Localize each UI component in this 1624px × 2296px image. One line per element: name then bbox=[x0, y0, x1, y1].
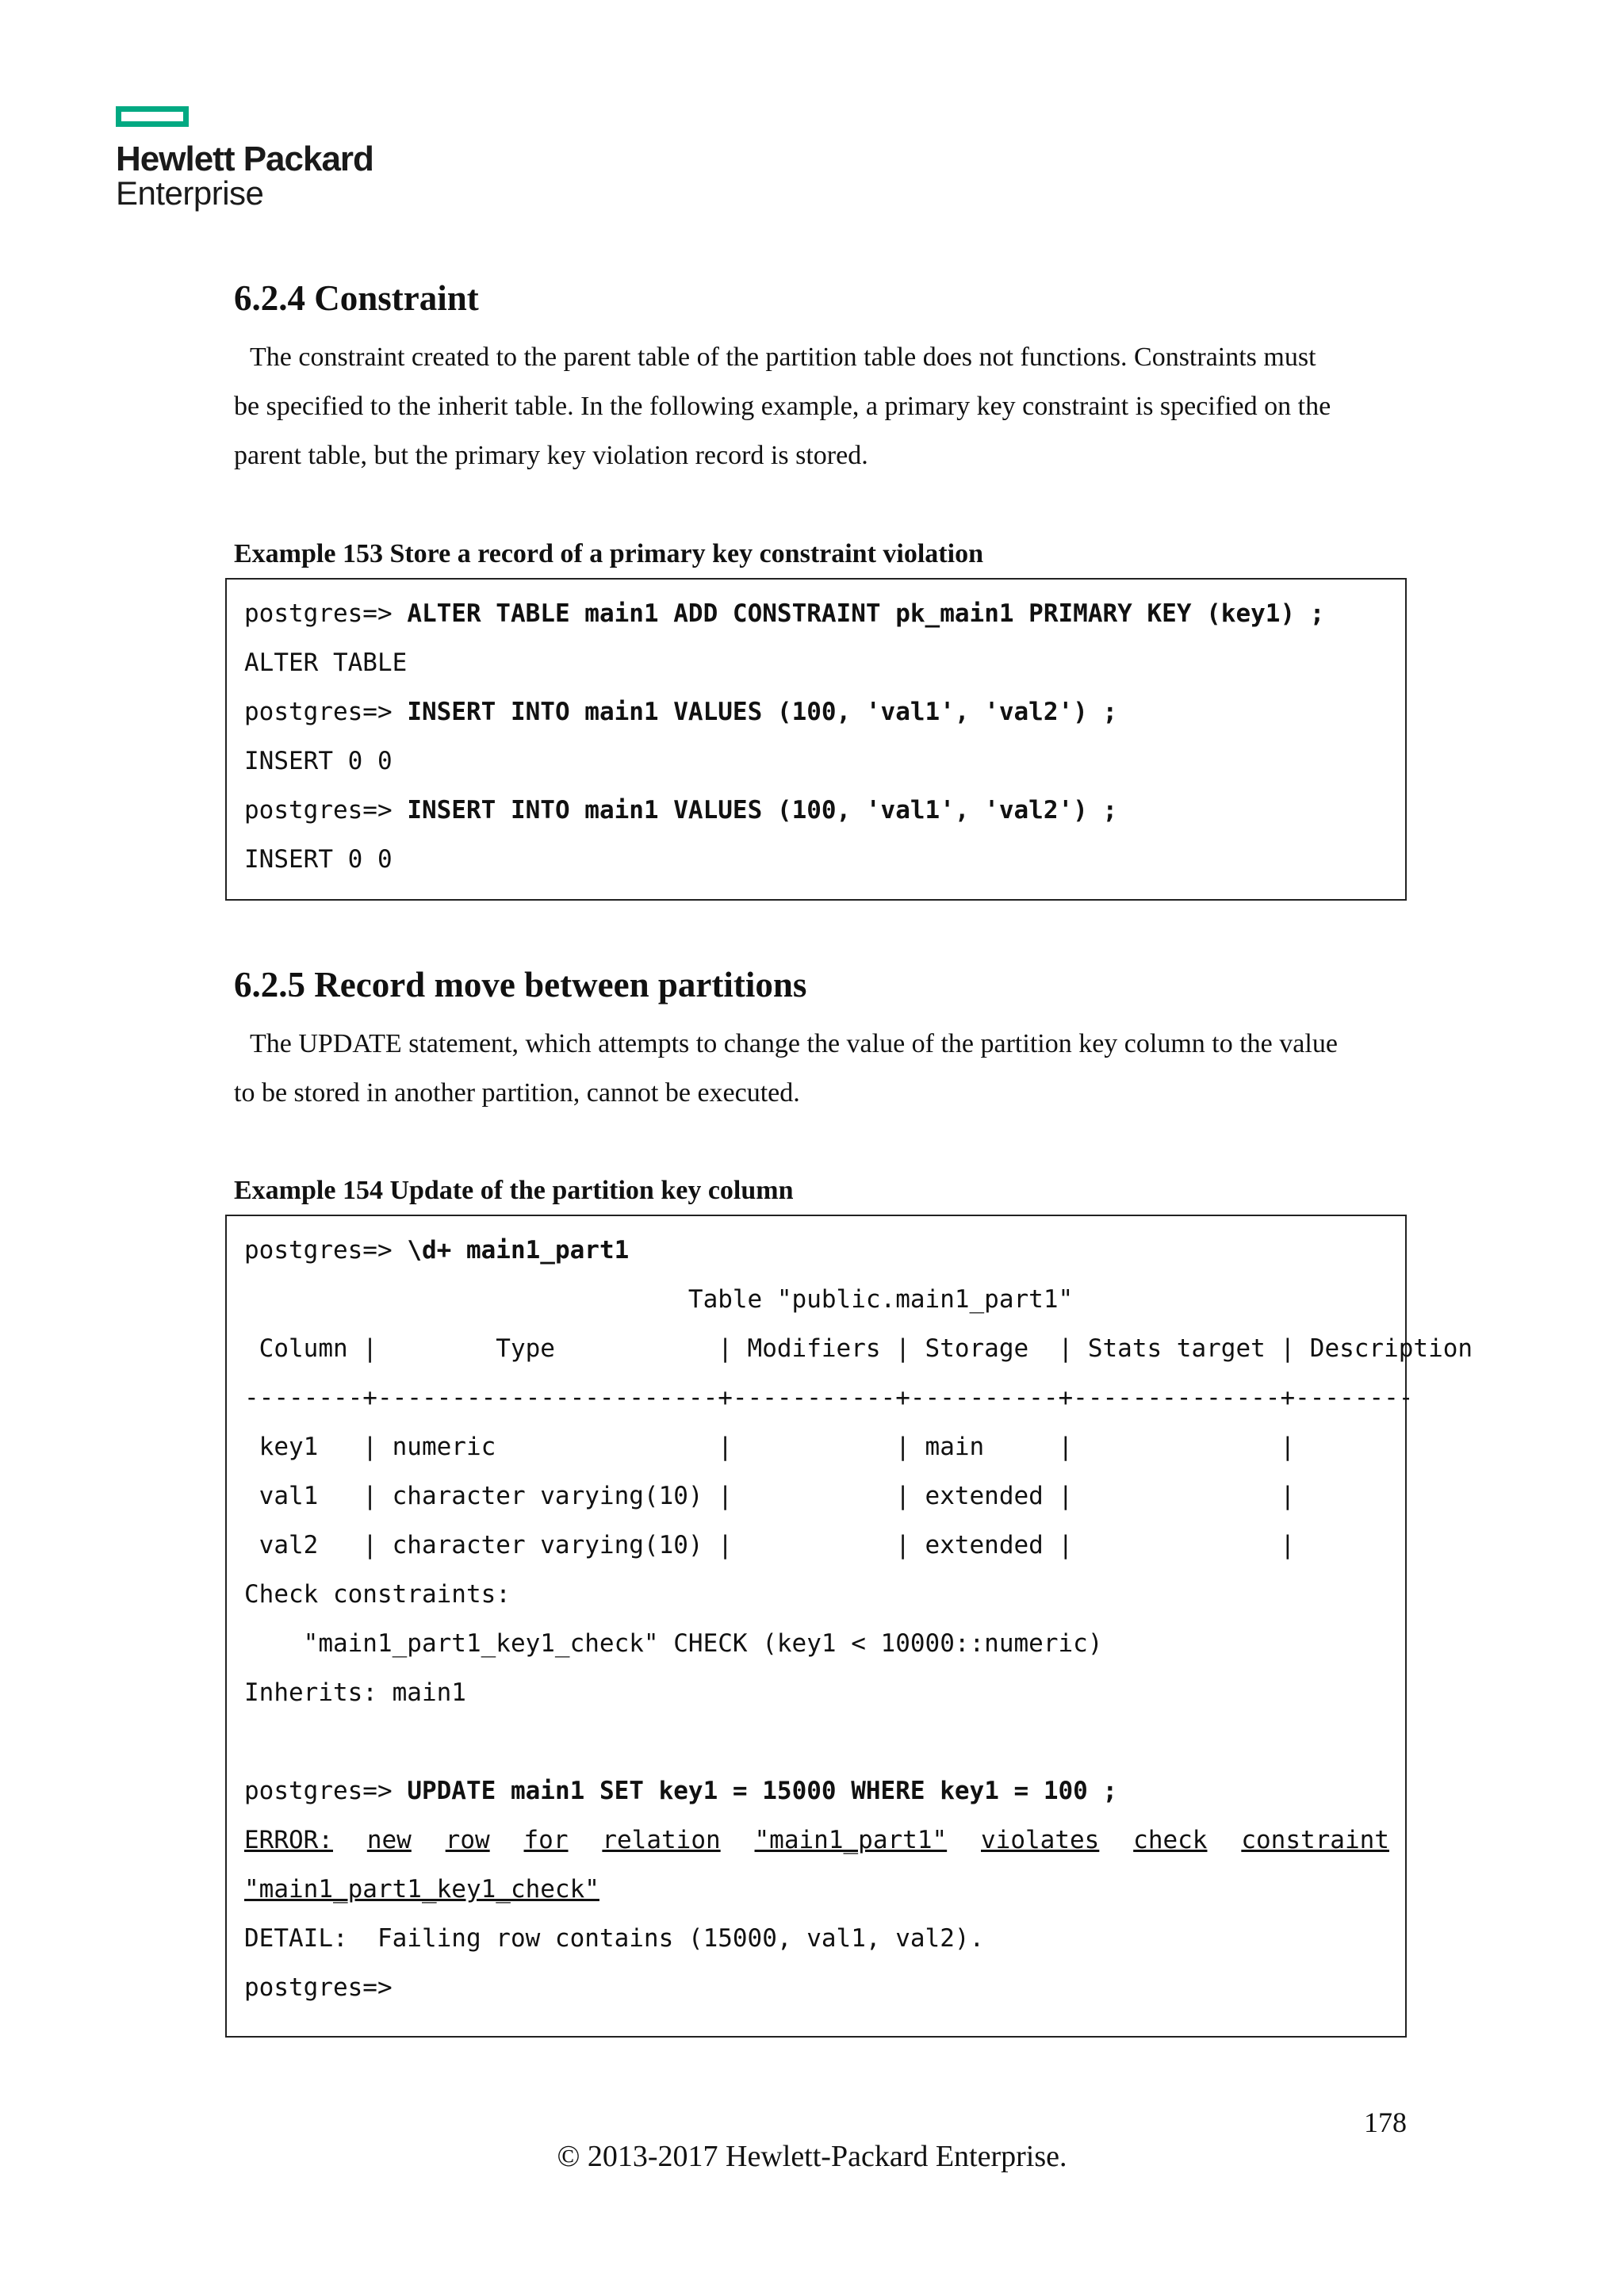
para-line: parent table, but the primary key violation record is stored. bbox=[234, 441, 868, 470]
para-line bbox=[234, 1020, 1408, 1069]
code-line bbox=[227, 687, 1405, 737]
logo-text-line2: Enterprise bbox=[116, 174, 264, 212]
prompt: postgres=> bbox=[244, 796, 408, 825]
code-line: ALTER TABLE bbox=[244, 649, 408, 677]
final-prompt: postgres=> bbox=[244, 1973, 393, 2002]
check-constraints-label: Check constraints: bbox=[244, 1580, 511, 1609]
code-line: INSERT 0 0 bbox=[244, 747, 393, 775]
code-block-example-153 bbox=[225, 578, 1407, 901]
command: UPDATE main1 SET key1 = 15000 WHERE key1 = 100 ; bbox=[407, 1777, 1118, 1805]
check-constraint-detail: "main1_part1_key1_check" CHECK (key1 < 10000::numeric) bbox=[244, 1629, 1103, 1658]
error-word: row bbox=[445, 1826, 490, 1854]
detail-line: DETAIL: Failing row contains (15000, val1, val2). bbox=[244, 1924, 985, 1953]
command: \d+ main1_part1 bbox=[407, 1236, 630, 1265]
command: INSERT INTO main1 VALUES (100, 'val1', 'val2') ; bbox=[407, 796, 1118, 825]
code-line: INSERT 0 0 bbox=[244, 845, 393, 874]
example-caption: Example 153 Store a record of a primary key constraint violation bbox=[234, 539, 983, 568]
error-continuation bbox=[227, 1865, 1405, 1914]
error-word: for bbox=[523, 1826, 569, 1854]
table-header: Column | Type | Modifiers | Storage | Stats target | Description bbox=[244, 1334, 1473, 1363]
example-caption: Example 154 Update of the partition key column bbox=[234, 1176, 794, 1205]
section-paragraph bbox=[234, 1020, 1408, 1118]
hpe-logo bbox=[116, 106, 373, 217]
command: ALTER TABLE main1 ADD CONSTRAINT pk_main1 PRIMARY KEY (key1) ; bbox=[407, 599, 1325, 628]
para-line: to be stored in another partition, cannot be executed. bbox=[234, 1078, 800, 1108]
section-constraint bbox=[234, 277, 1408, 319]
table-row: key1 | numeric | | main | | bbox=[244, 1433, 1296, 1461]
table-row: val1 | character varying(10) | | extended | | bbox=[244, 1482, 1296, 1510]
code-line bbox=[227, 1766, 1405, 1816]
prompt: postgres=> bbox=[244, 1236, 408, 1265]
error-word: new bbox=[366, 1826, 412, 1854]
table-title: Table "public.main1_part1" bbox=[244, 1285, 1074, 1314]
blank-line bbox=[227, 1717, 1405, 1766]
error-word: check bbox=[1133, 1826, 1208, 1854]
section-paragraph bbox=[234, 333, 1408, 480]
command: INSERT INTO main1 VALUES (100, 'val1', 'val2') ; bbox=[407, 698, 1118, 726]
error-word: ERROR: bbox=[244, 1826, 333, 1854]
logo-accent-bar bbox=[116, 106, 189, 127]
para-line: be specified to the inherit table. In the following example, a primary key constraint is specified on the bbox=[234, 392, 1331, 421]
section-record-move bbox=[234, 964, 1408, 1005]
code-block-example-154 bbox=[225, 1215, 1473, 2038]
code-line bbox=[227, 786, 1405, 835]
error-word: relation bbox=[602, 1826, 721, 1854]
code-line bbox=[227, 1226, 1405, 1275]
table-row: val2 | character varying(10) | | extended | | bbox=[244, 1531, 1296, 1559]
error-word: constraint bbox=[1241, 1826, 1389, 1854]
page-number: 178 bbox=[1364, 2107, 1407, 2138]
section-heading: 6.2.4 Constraint bbox=[234, 278, 479, 318]
code-line bbox=[227, 589, 1405, 638]
logo-text-line1: Hewlett Packard bbox=[116, 140, 373, 178]
prompt: postgres=> bbox=[244, 698, 408, 726]
error-word: "main1_part1" bbox=[754, 1826, 948, 1854]
section-heading: 6.2.5 Record move between partitions bbox=[234, 965, 807, 1004]
para-line-text: The UPDATE statement, which attempts to change the value of the partition key column to the value bbox=[250, 1029, 1338, 1058]
inherits-line: Inherits: main1 bbox=[244, 1678, 466, 1707]
prompt: postgres=> bbox=[244, 1777, 408, 1805]
para-line bbox=[234, 333, 1408, 382]
error-constraint-name: "main1_part1_key1_check" bbox=[244, 1875, 599, 1904]
error-word: violates bbox=[981, 1826, 1100, 1854]
para-line-text: The constraint created to the parent table of the partition table does not functions. Constraints must bbox=[250, 342, 1316, 372]
table-separator: --------+-----------------------+-----------+----------+--------------+-------- bbox=[244, 1383, 1414, 1412]
copyright-notice: © 2013-2017 Hewlett-Packard Enterprise. bbox=[557, 2140, 1067, 2173]
error-line bbox=[227, 1816, 1405, 1865]
prompt: postgres=> bbox=[244, 599, 408, 628]
